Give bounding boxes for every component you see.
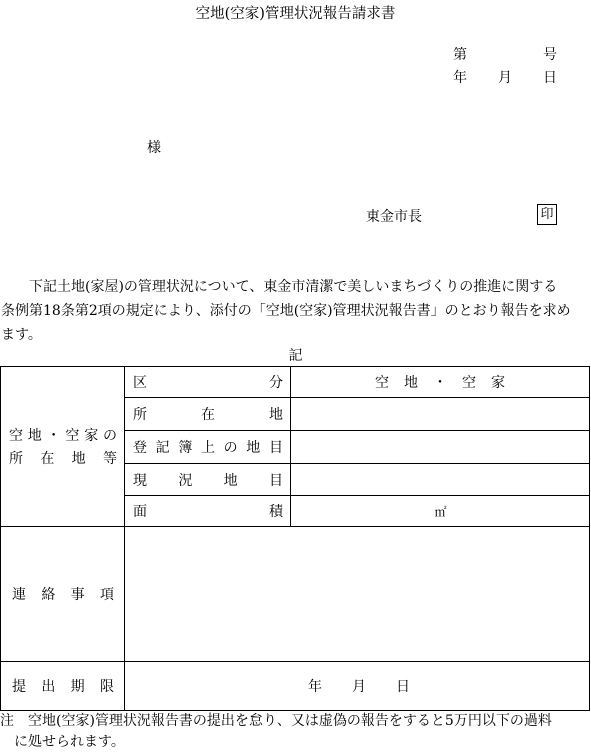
row-label-registered-land-type: 登 記 簿 上 の 地 目 xyxy=(133,440,283,456)
deadline-day: 日 xyxy=(396,679,410,695)
location-header-line1: 空 地 ・ 空 家 の xyxy=(9,428,117,444)
area-unit: ㎡ xyxy=(434,504,447,519)
contact-value-area xyxy=(125,527,590,661)
document-date-line xyxy=(453,67,557,87)
deadline-label: 提 出 期 限 xyxy=(12,679,114,695)
contact-label: 連 絡 事 項 xyxy=(12,587,114,603)
document-number-line xyxy=(453,44,557,64)
deadline-year: 年 xyxy=(308,679,322,695)
property-info-table xyxy=(0,366,590,711)
row-label-location: 所 在 地 xyxy=(133,407,283,423)
date-month: 月 xyxy=(498,70,512,86)
registered-land-type-value xyxy=(291,431,590,463)
seal-box: 印 xyxy=(537,204,557,225)
deadline-date xyxy=(308,662,410,710)
row-label-category: 区 分 xyxy=(133,375,283,391)
note-line-2: に処せられます。 xyxy=(14,734,125,750)
location-value xyxy=(291,398,590,430)
issuer-name: 東金市長 xyxy=(366,209,422,225)
document-title: 空地(空家)管理状況報告請求書 xyxy=(195,6,396,22)
row-label-area: 面 積 xyxy=(133,504,283,520)
request-body xyxy=(1,275,587,347)
penalty-note xyxy=(0,711,591,753)
deadline-month: 月 xyxy=(352,679,366,695)
body-line-3: ます。 xyxy=(1,327,42,343)
number-suffix: 号 xyxy=(543,47,557,63)
date-year: 年 xyxy=(453,70,467,86)
category-value: 空 地 ・ 空 家 xyxy=(375,375,505,391)
row-label-current-land-type: 現 況 地 目 xyxy=(133,472,283,489)
body-line-2: 条例第18条第2項の規定により、添付の「空地(空家)管理状況報告書」のとおり報告を求め xyxy=(1,303,571,319)
ki-heading: 記 xyxy=(288,348,303,364)
note-line-1: 注 空地(空家)管理状況報告書の提出を怠り、又は虚偽の報告をすると5万円以下の過料 xyxy=(0,713,552,729)
location-header-line2: 所 在 地 等 xyxy=(9,451,117,467)
body-line-1: 下記土地(家屋)の管理状況について、東金市清潔で美しいまちづくりの推進に関する xyxy=(29,279,558,295)
addressee-honorific: 様 xyxy=(147,140,161,156)
number-prefix: 第 xyxy=(453,47,467,63)
date-day: 日 xyxy=(543,70,557,86)
current-land-type-value xyxy=(291,464,590,495)
